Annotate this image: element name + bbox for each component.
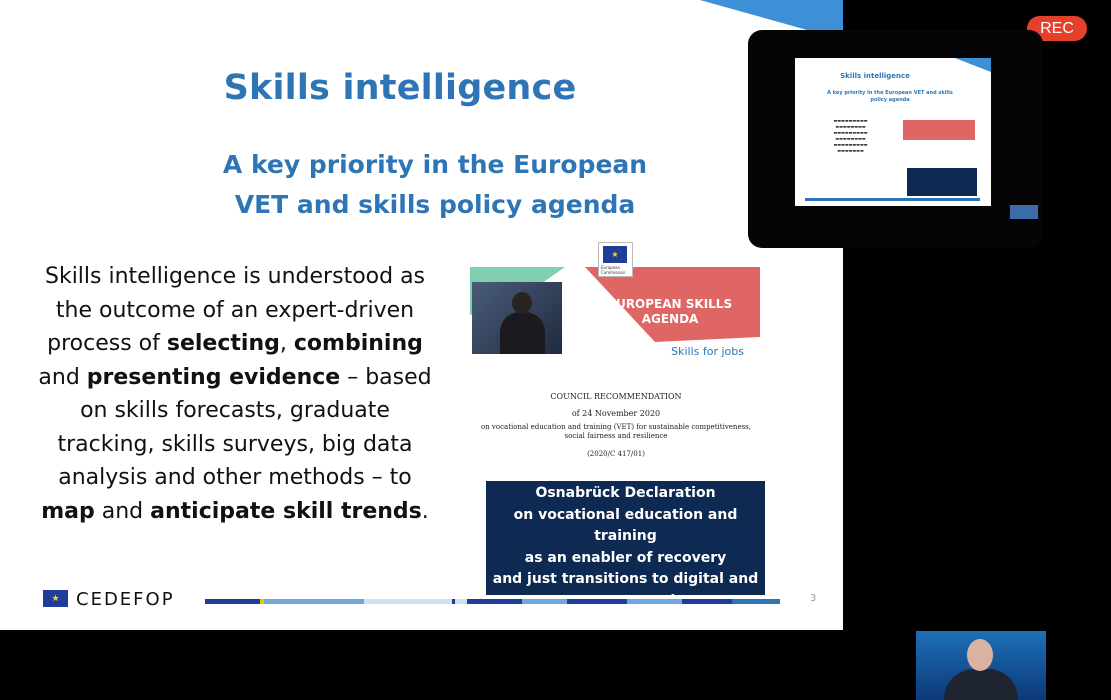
thumbnail-declaration-box	[907, 168, 977, 196]
document-collage	[470, 237, 762, 597]
skills-agenda-title: EUROPEAN SKILLS AGENDA	[607, 297, 733, 326]
council-recommendation: COUNCIL RECOMMENDATION of 24 November 2020 on vocational education and training (VET) for sustainable competitiveness, social fairness and resilience (2020/C 417/01)	[480, 392, 751, 458]
eu-flag-icon: ★	[43, 590, 68, 607]
thumbnail-cover-image	[903, 120, 975, 140]
speaker-head	[967, 639, 993, 671]
thumbnail-title: Skills intelligence	[840, 72, 910, 80]
thumbnail-subtitle: A key priority in the European VET and skills policy agenda	[827, 90, 953, 103]
thumbnail-slide-preview	[795, 58, 991, 206]
thumbnail-camera-icon[interactable]	[1010, 205, 1038, 219]
eu-commission-badge: ★ European Commission	[598, 242, 633, 277]
footer-decorative-bar	[205, 599, 780, 604]
cover-photo	[472, 282, 562, 354]
eu-flag-icon: ★	[603, 246, 627, 263]
cedefop-logo: CEDEFOP	[76, 589, 175, 610]
speaker-video-feed[interactable]	[916, 631, 1046, 700]
slide-page-number: 3	[810, 593, 817, 604]
slide-subtitle: A key priority in the European VET and skills policy agenda	[222, 150, 648, 219]
thumbnail-body-text: ▬▬▬▬▬▬▬▬▬ ▬▬▬▬▬▬▬▬ ▬▬▬▬▬▬▬▬▬ ▬▬▬▬▬▬▬▬ ▬▬▬▬▬▬▬▬▬ ▬▬▬▬▬▬▬	[833, 118, 868, 153]
recording-indicator: REC	[1027, 16, 1087, 41]
skills-agenda-subtitle: Skills for jobs	[671, 345, 744, 358]
thumbnail-footer-bar	[805, 198, 980, 201]
osnabruck-declaration-box: Osnabrück Declaration on vocational education and training as an enabler of recovery and just transitions to digital and	[486, 481, 765, 595]
thumbnail-corner-decoration	[955, 58, 991, 72]
slide-title: Skills intelligence	[223, 68, 577, 108]
speaker-body	[944, 669, 1018, 700]
slide-body-text: Skills intelligence is understood as the outcome of an expert-driven process of selecting, combining and presenting evidence – based on skills forecasts, graduate tracking, skills surveys, big data analysis and other methods – to map and anticipate skill trends.	[38, 264, 432, 524]
